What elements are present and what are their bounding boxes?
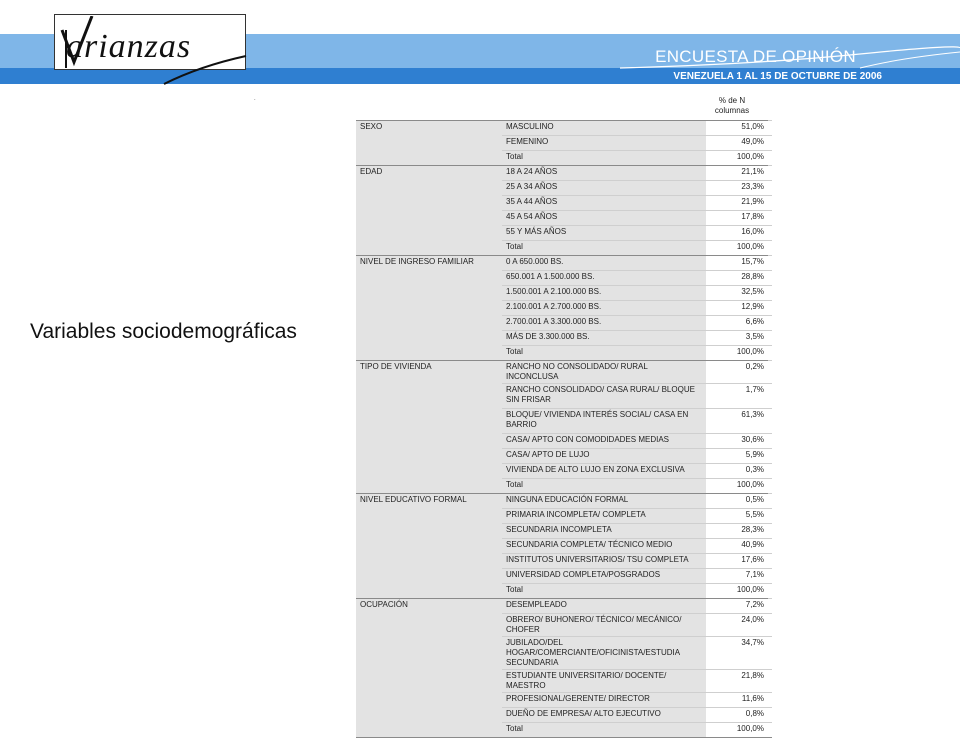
row-spacer	[768, 554, 772, 569]
category-label: 45 A 54 AÑOS	[502, 211, 706, 226]
table-row	[356, 256, 772, 271]
percent-value: 17,6%	[706, 554, 768, 569]
table-row	[356, 361, 772, 384]
table-row	[356, 599, 772, 614]
row-spacer	[768, 434, 772, 449]
percent-value: 1,7%	[706, 384, 768, 409]
row-spacer	[768, 693, 772, 708]
category-label: SECUNDARIA COMPLETA/ TÉCNICO MEDIO	[502, 539, 706, 554]
percent-value: 7,2%	[706, 599, 768, 614]
results-table	[356, 120, 772, 737]
row-spacer	[768, 286, 772, 301]
table-row	[356, 166, 772, 181]
percent-value: 100,0%	[706, 346, 768, 361]
category-label: FEMENINO	[502, 136, 706, 151]
survey-date: VENEZUELA 1 AL 15 DE OCTUBRE DE 2006	[673, 71, 882, 82]
category-label: Total	[502, 241, 706, 256]
percent-value: 3,5%	[706, 331, 768, 346]
category-label: Total	[502, 346, 706, 361]
row-spacer	[768, 316, 772, 331]
category-label: Total	[502, 723, 706, 738]
category-label: VIVIENDA DE ALTO LUJO EN ZONA EXCLUSIVA	[502, 464, 706, 479]
logo-text: arianzas	[66, 28, 192, 65]
percent-value: 100,0%	[706, 584, 768, 599]
table-row	[356, 494, 772, 509]
percent-value: 28,3%	[706, 524, 768, 539]
row-spacer	[768, 708, 772, 723]
row-spacer	[768, 599, 772, 614]
row-spacer	[768, 509, 772, 524]
percent-value: 23,3%	[706, 181, 768, 196]
category-label: RANCHO NO CONSOLIDADO/ RURAL INCONCLUSA	[502, 361, 706, 384]
row-spacer	[768, 211, 772, 226]
category-label: PRIMARIA INCOMPLETA/ COMPLETA	[502, 509, 706, 524]
row-spacer	[768, 166, 772, 181]
row-spacer	[768, 539, 772, 554]
row-spacer	[768, 384, 772, 409]
category-label: RANCHO CONSOLIDADO/ CASA RURAL/ BLOQUE SIN FRISAR	[502, 384, 706, 409]
survey-title: ENCUESTA DE OPINIÓN	[655, 47, 856, 66]
percent-value: 21,1%	[706, 166, 768, 181]
percent-value: 0,2%	[706, 361, 768, 384]
row-spacer	[768, 151, 772, 166]
category-label: 2.700.001 A 3.300.000 BS.	[502, 316, 706, 331]
percent-value: 100,0%	[706, 723, 768, 738]
percent-value: 15,7%	[706, 256, 768, 271]
row-spacer	[768, 723, 772, 738]
category-label: CASA/ APTO CON COMODIDADES MEDIAS	[502, 434, 706, 449]
category-label: OBRERO/ BUHONERO/ TÉCNICO/ MECÁNICO/ CHOFER	[502, 614, 706, 637]
row-spacer	[768, 494, 772, 509]
row-spacer	[768, 409, 772, 434]
category-label: 1.500.001 A 2.100.000 BS.	[502, 286, 706, 301]
row-spacer	[768, 121, 772, 136]
row-spacer	[768, 136, 772, 151]
row-spacer	[768, 331, 772, 346]
category-label: 18 A 24 AÑOS	[502, 166, 706, 181]
row-spacer	[768, 637, 772, 670]
row-spacer	[768, 346, 772, 361]
category-label: PROFESIONAL/GERENTE/ DIRECTOR	[502, 693, 706, 708]
row-spacer	[768, 181, 772, 196]
stray-mark: .	[254, 96, 256, 102]
category-label: Total	[502, 479, 706, 494]
table-row	[356, 121, 772, 136]
percent-value: 0,8%	[706, 708, 768, 723]
group-label: OCUPACIÓN	[356, 599, 502, 738]
percent-value: 16,0%	[706, 226, 768, 241]
category-label: 0 A 650.000 BS.	[502, 256, 706, 271]
category-label: DUEÑO DE EMPRESA/ ALTO EJECUTIVO	[502, 708, 706, 723]
category-label: MASCULINO	[502, 121, 706, 136]
category-label: NINGUNA EDUCACIÓN FORMAL	[502, 494, 706, 509]
row-spacer	[768, 614, 772, 637]
row-spacer	[768, 464, 772, 479]
percent-value: 100,0%	[706, 151, 768, 166]
category-label: 25 A 34 AÑOS	[502, 181, 706, 196]
group-label: NIVEL EDUCATIVO FORMAL	[356, 494, 502, 599]
percent-value: 32,5%	[706, 286, 768, 301]
category-label: 2.100.001 A 2.700.000 BS.	[502, 301, 706, 316]
row-spacer	[768, 670, 772, 693]
group-label: TIPO DE VIVIENDA	[356, 361, 502, 494]
row-spacer	[768, 569, 772, 584]
percent-value: 5,9%	[706, 449, 768, 464]
row-spacer	[768, 524, 772, 539]
category-label: 55 Y MÁS AÑOS	[502, 226, 706, 241]
percent-value: 61,3%	[706, 409, 768, 434]
percent-value: 21,8%	[706, 670, 768, 693]
percent-value: 28,8%	[706, 271, 768, 286]
category-label: DESEMPLEADO	[502, 599, 706, 614]
percent-value: 11,6%	[706, 693, 768, 708]
category-label: ESTUDIANTE UNIVERSITARIO/ DOCENTE/ MAESTRO	[502, 670, 706, 693]
percent-value: 100,0%	[706, 241, 768, 256]
percent-value: 21,9%	[706, 196, 768, 211]
percent-value: 24,0%	[706, 614, 768, 637]
percent-value: 12,9%	[706, 301, 768, 316]
row-spacer	[768, 479, 772, 494]
percent-value: 6,6%	[706, 316, 768, 331]
sociodemographic-table	[356, 96, 772, 738]
row-spacer	[768, 241, 772, 256]
percent-value: 5,5%	[706, 509, 768, 524]
row-spacer	[768, 256, 772, 271]
row-spacer	[768, 196, 772, 211]
row-spacer	[768, 361, 772, 384]
category-label: JUBILADO/DEL HOGAR/COMERCIANTE/OFICINISTA/ESTUDIA SECUNDARIA	[502, 637, 706, 670]
percent-value: 0,5%	[706, 494, 768, 509]
percent-value: 51,0%	[706, 121, 768, 136]
category-label: CASA/ APTO DE LUJO	[502, 449, 706, 464]
category-label: 650.001 A 1.500.000 BS.	[502, 271, 706, 286]
category-label: INSTITUTOS UNIVERSITARIOS/ TSU COMPLETA	[502, 554, 706, 569]
percent-value: 100,0%	[706, 479, 768, 494]
row-spacer	[768, 584, 772, 599]
category-label: Total	[502, 151, 706, 166]
group-label: EDAD	[356, 166, 502, 256]
percent-value: 49,0%	[706, 136, 768, 151]
percent-value: 40,9%	[706, 539, 768, 554]
category-label: 35 A 44 AÑOS	[502, 196, 706, 211]
row-spacer	[768, 449, 772, 464]
percent-value: 30,6%	[706, 434, 768, 449]
category-label: UNIVERSIDAD COMPLETA/POSGRADOS	[502, 569, 706, 584]
percent-value: 34,7%	[706, 637, 768, 670]
row-spacer	[768, 226, 772, 241]
row-spacer	[768, 301, 772, 316]
percent-value: 7,1%	[706, 569, 768, 584]
percent-value: 17,8%	[706, 211, 768, 226]
category-label: MÁS DE 3.300.000 BS.	[502, 331, 706, 346]
row-spacer	[768, 271, 772, 286]
category-label: Total	[502, 584, 706, 599]
group-label: SEXO	[356, 121, 502, 166]
percent-value: 0,3%	[706, 464, 768, 479]
category-label: SECUNDARIA INCOMPLETA	[502, 524, 706, 539]
group-label: NIVEL DE INGRESO FAMILIAR	[356, 256, 502, 361]
column-header: % de N columnas	[714, 96, 750, 115]
page-title: Variables sociodemográficas	[30, 320, 297, 343]
logo-swash	[160, 54, 250, 88]
category-label: BLOQUE/ VIVIENDA INTERÉS SOCIAL/ CASA EN BARRIO	[502, 409, 706, 434]
